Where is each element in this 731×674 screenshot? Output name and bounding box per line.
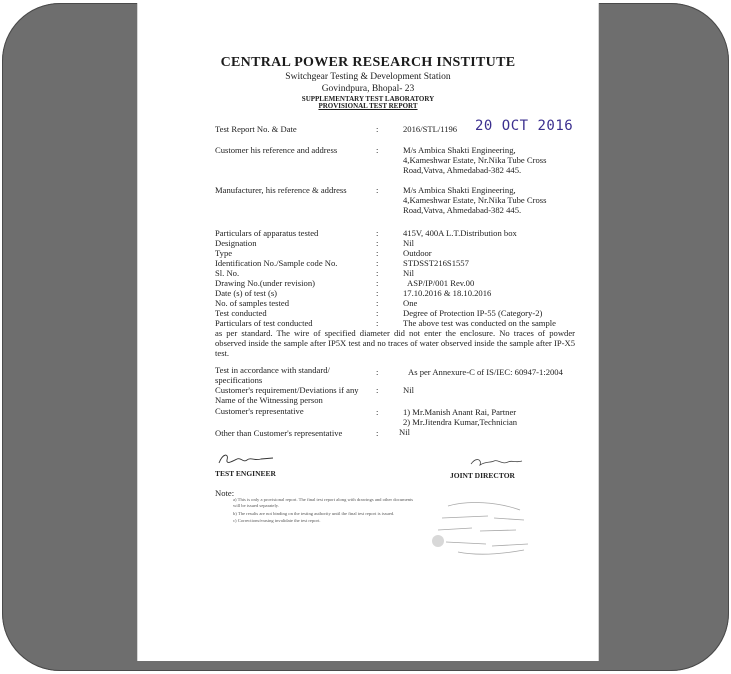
manufacturer-label: Manufacturer, his reference & address (215, 185, 347, 195)
separator: : (376, 228, 379, 238)
test-dates-value: 17.10.2016 & 18.10.2016 (403, 288, 492, 298)
manufacturer-line: Road,Vatva, Ahmedabad-382 445. (403, 205, 522, 215)
report-no-value: 2016/STL/1196 (403, 124, 458, 134)
particulars-first-line: The above test was conducted on the sample (403, 318, 556, 328)
particulars-label: Particulars of test conducted (215, 318, 313, 328)
institute-title: CENTRAL POWER RESEARCH INSTITUTE (220, 55, 516, 70)
manufacturer-line: M/s Ambica Shakti Engineering, (403, 185, 516, 195)
deviations-label: Customer's requirement/Deviations if any (215, 385, 359, 395)
separator: : (376, 428, 379, 438)
samples-label: No. of samples tested (215, 298, 289, 308)
identification-label: Identification No./Sample code No. (215, 258, 338, 268)
separator: : (376, 248, 379, 258)
date-stamp: 20 OCT 2016 (475, 118, 574, 134)
separator: : (376, 407, 379, 417)
other-rep-value: Nil (399, 427, 410, 437)
test-engineer-title: TEST ENGINEER (215, 469, 276, 478)
serial-no-label: Sl. No. (215, 268, 240, 278)
note-item: c) Corrections/erasing invalidate the test report. (233, 518, 321, 523)
note-label: Note: (215, 488, 235, 498)
apparatus-value: 415V, 400A L.T.Distribution box (403, 228, 517, 238)
note-item: a) This is only a provisional report. The final test report along with drawings and other documents (233, 497, 414, 502)
separator: : (376, 298, 379, 308)
engineer-signature (217, 451, 277, 469)
type-label: Type (215, 248, 233, 258)
customer-line: M/s Ambica Shakti Engineering, (403, 145, 516, 155)
customer-label: Customer his reference and address (215, 145, 338, 155)
representative-label: Customer's representative (215, 406, 304, 416)
smudge-mark (428, 511, 468, 551)
station-address: Govindpura, Bhopal- 23 (321, 84, 415, 94)
report-type: PROVISIONAL TEST REPORT (318, 102, 418, 110)
apparatus-label: Particulars of apparatus tested (215, 228, 319, 238)
drawing-label: Drawing No.(under revision) (215, 278, 315, 288)
separator: : (376, 367, 379, 377)
customer-line: Road,Vatva, Ahmedabad-382 445. (403, 165, 522, 175)
separator: : (376, 124, 379, 134)
standard-value: As per Annexure-C of IS/IEC: 60947-1:2004 (408, 367, 563, 377)
joint-director-title: JOINT DIRECTOR (450, 471, 515, 480)
witness-label: Name of the Witnessing person (215, 395, 323, 405)
separator: : (376, 268, 379, 278)
drawing-value: ASP/IP/001 Rev.00 (407, 278, 475, 288)
customer-line: 4,Kameshwar Estate, Nr.Nika Tube Cross (403, 155, 547, 165)
separator: : (376, 318, 379, 328)
samples-value: One (403, 298, 418, 308)
lab-name: SUPPLEMENTARY TEST LABORATORY (301, 95, 435, 103)
particulars-text: as per standard. The wire of specified diameter did not enter the enclosure. No traces of powder observed inside the sample after IP5X test and no traces of water observed inside the sample after IP-X5 test. (215, 328, 575, 358)
separator: : (376, 145, 379, 155)
designation-label: Designation (215, 238, 257, 248)
type-value: Outdoor (403, 248, 432, 258)
separator: : (376, 278, 379, 288)
test-conducted-value: Degree of Protection IP-55 (Category-2) (403, 308, 543, 318)
separator: : (376, 258, 379, 268)
report-no-label: Test Report No. & Date (215, 124, 297, 134)
deviations-value: Nil (403, 385, 414, 395)
representative-2: 2) Mr.Jitendra Kumar,Technician (403, 417, 518, 427)
report-page (137, 3, 599, 661)
standard-label-cont: specifications (215, 375, 263, 385)
separator: : (376, 238, 379, 248)
other-rep-label: Other than Customer's representative (215, 428, 343, 438)
separator: : (376, 385, 379, 395)
serial-no-value: Nil (403, 268, 414, 278)
test-dates-label: Date (s) of test (s) (215, 288, 278, 298)
separator: : (376, 288, 379, 298)
station-name: Switchgear Testing & Development Station (285, 72, 451, 82)
test-conducted-label: Test conducted (215, 308, 267, 318)
identification-value: STDSST216S1557 (403, 258, 469, 268)
representative-1: 1) Mr.Manish Anant Rai, Partner (403, 407, 517, 417)
manufacturer-line: 4,Kameshwar Estate, Nr.Nika Tube Cross (403, 195, 547, 205)
standard-label: Test in accordance with standard/ (215, 365, 330, 375)
note-item: b) The results are not binding on the testing authority until the final test report is issued. (233, 511, 395, 516)
designation-value: Nil (403, 238, 414, 248)
director-signature (468, 455, 528, 471)
separator: : (376, 308, 379, 318)
note-item: will be issued separately. (233, 503, 279, 508)
separator: : (376, 185, 379, 195)
